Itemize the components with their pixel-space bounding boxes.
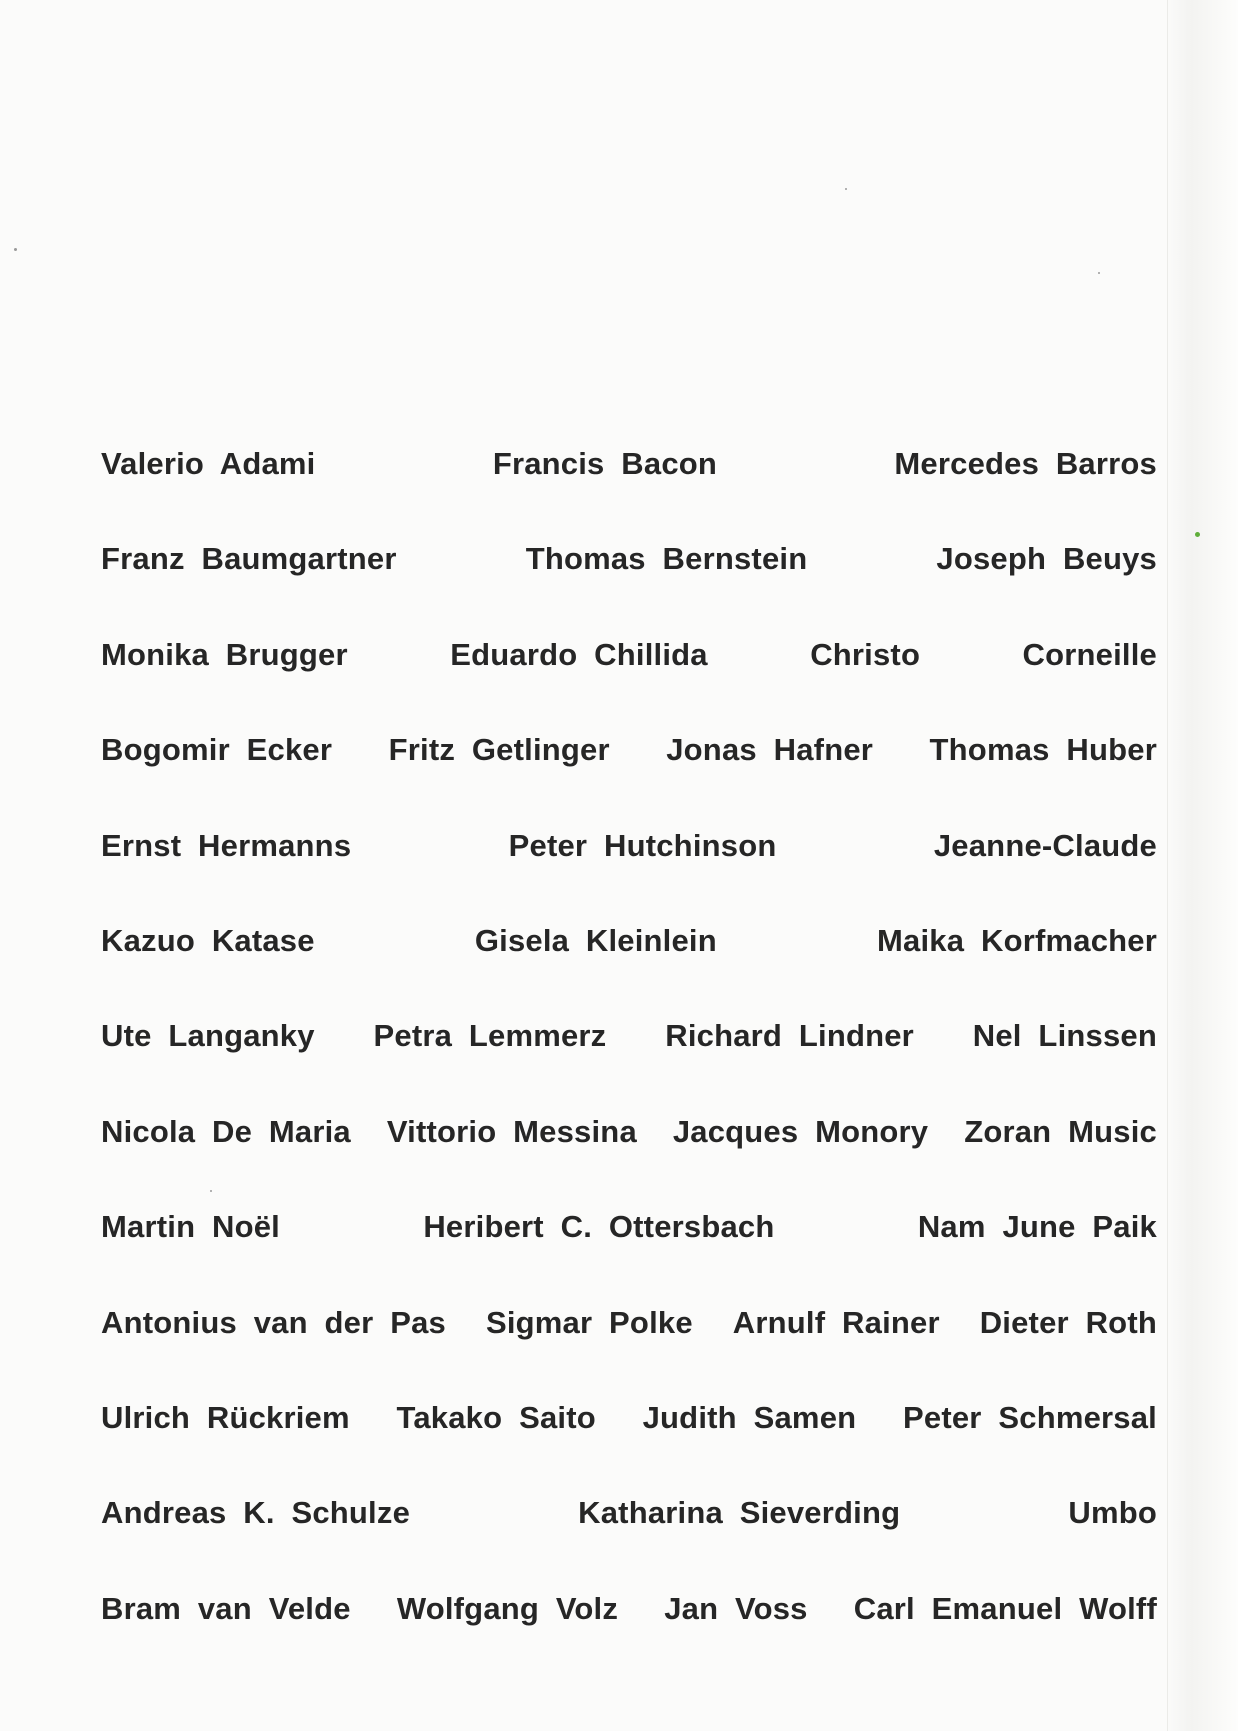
artist-name: Richard Lindner	[665, 1018, 914, 1054]
artist-row	[101, 448, 1157, 543]
artist-name: Antonius van der Pas	[101, 1304, 446, 1340]
page-edge	[1166, 0, 1238, 1731]
artist-row	[101, 827, 1157, 925]
artist-name: Christo	[810, 636, 921, 672]
artist-name: Kazuo Katase	[101, 922, 315, 958]
artist-name: Petra Lemmerz	[373, 1018, 607, 1054]
artist-row	[101, 1211, 1157, 1306]
artist-name: Sigmar Polke	[485, 1304, 693, 1340]
artist-name: Nel Linssen	[972, 1018, 1157, 1054]
artist-name: Heribert C. Ottersbach	[423, 1209, 775, 1245]
artist-row	[101, 734, 1157, 829]
artist-name: Dieter Roth	[979, 1304, 1157, 1340]
artist-name: Jonas Hafner	[666, 732, 874, 768]
artist-row	[101, 1304, 1157, 1402]
artist-name: Thomas Bernstein	[525, 541, 808, 577]
artist-name: Judith Samen	[642, 1399, 857, 1435]
artist-row	[101, 1020, 1157, 1115]
artist-name: Jan Voss	[664, 1590, 808, 1626]
artist-row	[101, 922, 1157, 1020]
artist-name: Nam June Paik	[917, 1209, 1157, 1245]
artist-name: Takako Saito	[396, 1399, 596, 1435]
artist-name: Ulrich Rückriem	[101, 1399, 350, 1435]
artist-name: Bram van Velde	[101, 1590, 351, 1626]
artist-list	[101, 448, 1157, 1688]
artist-name: Vittorio Messina	[386, 1113, 637, 1149]
artist-name: Franz Baumgartner	[101, 541, 397, 577]
artist-name: Monika Brugger	[101, 636, 348, 672]
artist-name: Wolfgang Volz	[396, 1590, 619, 1626]
artist-row	[101, 543, 1157, 638]
artist-name: Ute Langanky	[101, 1018, 315, 1054]
page-edge-line	[1167, 0, 1168, 1731]
paper-speck	[14, 248, 17, 251]
artist-name: Martin Noël	[101, 1209, 280, 1245]
artist-row	[101, 1497, 1157, 1592]
artist-name: Andreas K. Schulze	[101, 1495, 411, 1531]
artist-name: Maika Korfmacher	[877, 922, 1157, 958]
artist-name: Carl Emanuel Wolff	[853, 1590, 1157, 1626]
artist-row	[101, 636, 1157, 734]
artist-name: Corneille	[1022, 636, 1157, 672]
artist-name: Ernst Hermanns	[101, 827, 352, 863]
artist-name: Francis Bacon	[492, 446, 718, 481]
artist-row	[101, 1590, 1157, 1688]
artist-row	[101, 1399, 1157, 1497]
artist-name: Thomas Huber	[929, 732, 1157, 768]
artist-name: Mercedes Barros	[894, 446, 1157, 481]
artist-name: Jeanne-Claude	[933, 827, 1157, 863]
artist-name: Jacques Monory	[672, 1113, 929, 1149]
artist-name: Peter Schmersal	[903, 1399, 1157, 1435]
artist-row	[101, 1113, 1157, 1211]
artist-name: Umbo	[1068, 1495, 1157, 1531]
paper-speck	[1098, 272, 1100, 274]
artist-name: Valerio Adami	[101, 446, 316, 481]
paper-speck	[1195, 532, 1200, 537]
paper-speck	[845, 188, 847, 190]
artist-name: Fritz Getlinger	[388, 732, 610, 768]
artist-name: Gisela Kleinlein	[474, 922, 717, 958]
artist-name: Arnulf Rainer	[732, 1304, 940, 1340]
artist-name: Eduardo Chillida	[450, 636, 708, 672]
artist-name: Nicola De Maria	[101, 1113, 351, 1149]
artist-name: Bogomir Ecker	[101, 732, 333, 768]
artist-name: Katharina Sieverding	[578, 1495, 901, 1531]
artist-name: Peter Hutchinson	[508, 827, 777, 863]
artist-name: Zoran Music	[964, 1113, 1157, 1149]
artist-name: Joseph Beuys	[936, 541, 1157, 577]
